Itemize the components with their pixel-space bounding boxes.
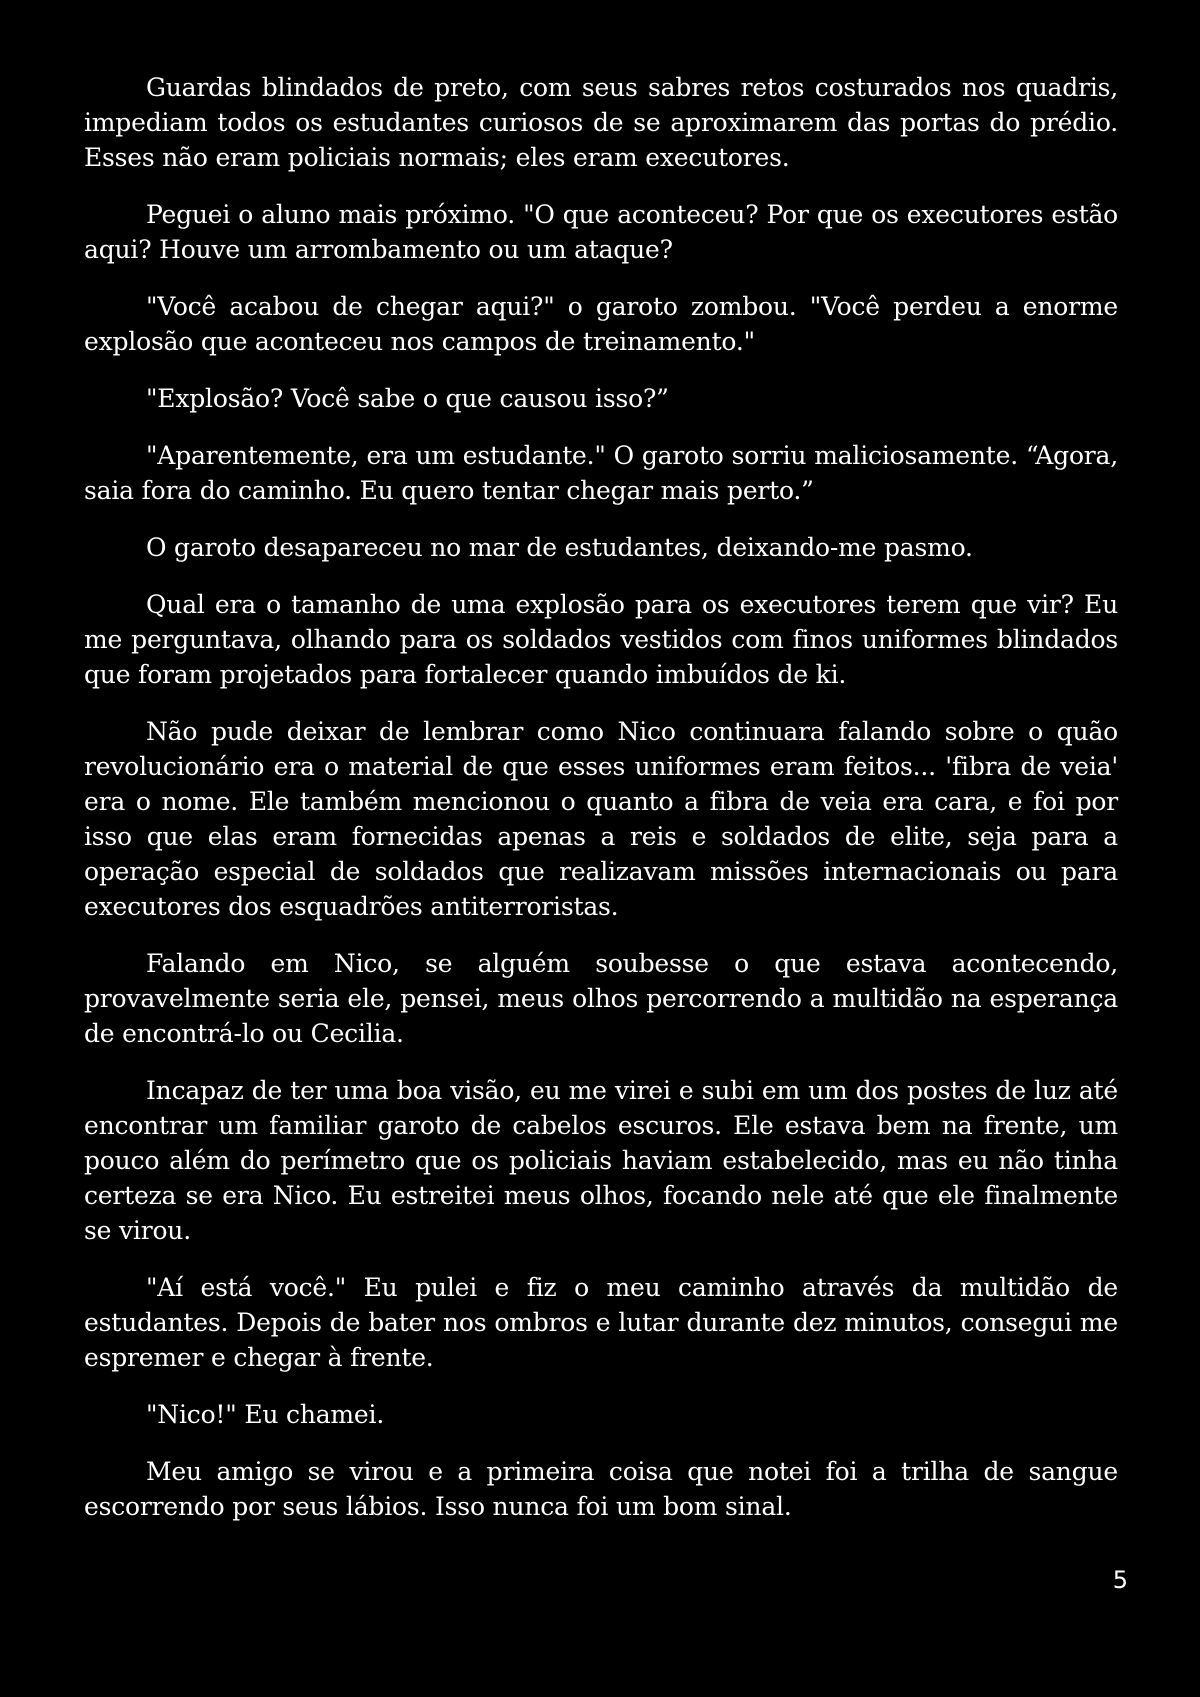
paragraph-5: "Aparentemente, era um estudante." O garoto sorriu maliciosamente. “Agora, saia fora do caminho. Eu quero tentar chegar mais perto.” — [84, 441, 1118, 505]
paragraph-3: "Você acabou de chegar aqui?" o garoto zombou. "Você perdeu a enorme explosão que aconteceu nos campos de treinamento." — [84, 292, 1118, 356]
paragraph-11: "Aí está você." Eu pulei e fiz o meu caminho através da multidão de estudantes. Depois de bater nos ombros e lutar durante dez minutos, consegui me espremer e chegar à frente. — [84, 1273, 1118, 1372]
paragraph-12: "Nico!" Eu chamei. — [146, 1400, 385, 1429]
paragraph-9: Falando em Nico, se alguém soubesse o que estava acontecendo, provavelmente seria ele, pensei, meus olhos percorrendo a multidão na esperança de encontrá-lo ou Cecilia. — [84, 949, 1118, 1048]
paragraph-6: O garoto desapareceu no mar de estudantes, deixando-me pasmo. — [146, 533, 973, 562]
page-number: 5 — [1112, 1566, 1128, 1594]
paragraph-7: Qual era o tamanho de uma explosão para os executores terem que vir? Eu me perguntava, olhando para os soldados vestidos com finos uniformes blindados que foram projetados para fortalecer quando imbuídos de ki. — [84, 590, 1118, 689]
paragraph-4: "Explosão? Você sabe o que causou isso?” — [146, 384, 669, 413]
paragraph-10: Incapaz de ter uma boa visão, eu me virei e subi em um dos postes de luz até encontrar um familiar garoto de cabelos escuros. Ele estava bem na frente, um pouco além do perímetro que os policiais haviam estabelecido, mas eu não tinha certeza se era Nico. Eu estreitei meus olhos, focando nele até que ele finalmente se virou. — [84, 1076, 1118, 1245]
paragraph-1: Guardas blindados de preto, com seus sabres retos costurados nos quadris, impediam todos os estudantes curiosos de se aproximarem das portas do prédio. Esses não eram policiais normais; eles eram executores. — [84, 73, 1118, 172]
paragraph-8: Não pude deixar de lembrar como Nico continuara falando sobre o quão revolucionário era o material de que esses uniformes eram feitos... 'fibra de veia' era o nome. Ele também mencionou o quanto a fibra de veia era cara, e foi por isso que elas eram fornecidas apenas a reis e soldados de elite, seja para a operação especial de soldados que realizavam missões internacionais ou para executores dos esquadrões antiterroristas. — [84, 717, 1118, 921]
paragraph-2: Peguei o aluno mais próximo. "O que aconteceu? Por que os executores estão aqui? Houve um arrombamento ou um ataque? — [84, 200, 1118, 264]
body-text — [84, 70, 1118, 1546]
paragraph-13: Meu amigo se virou e a primeira coisa que notei foi a trilha de sangue escorrendo por seus lábios. Isso nunca foi um bom sinal. — [84, 1457, 1118, 1521]
